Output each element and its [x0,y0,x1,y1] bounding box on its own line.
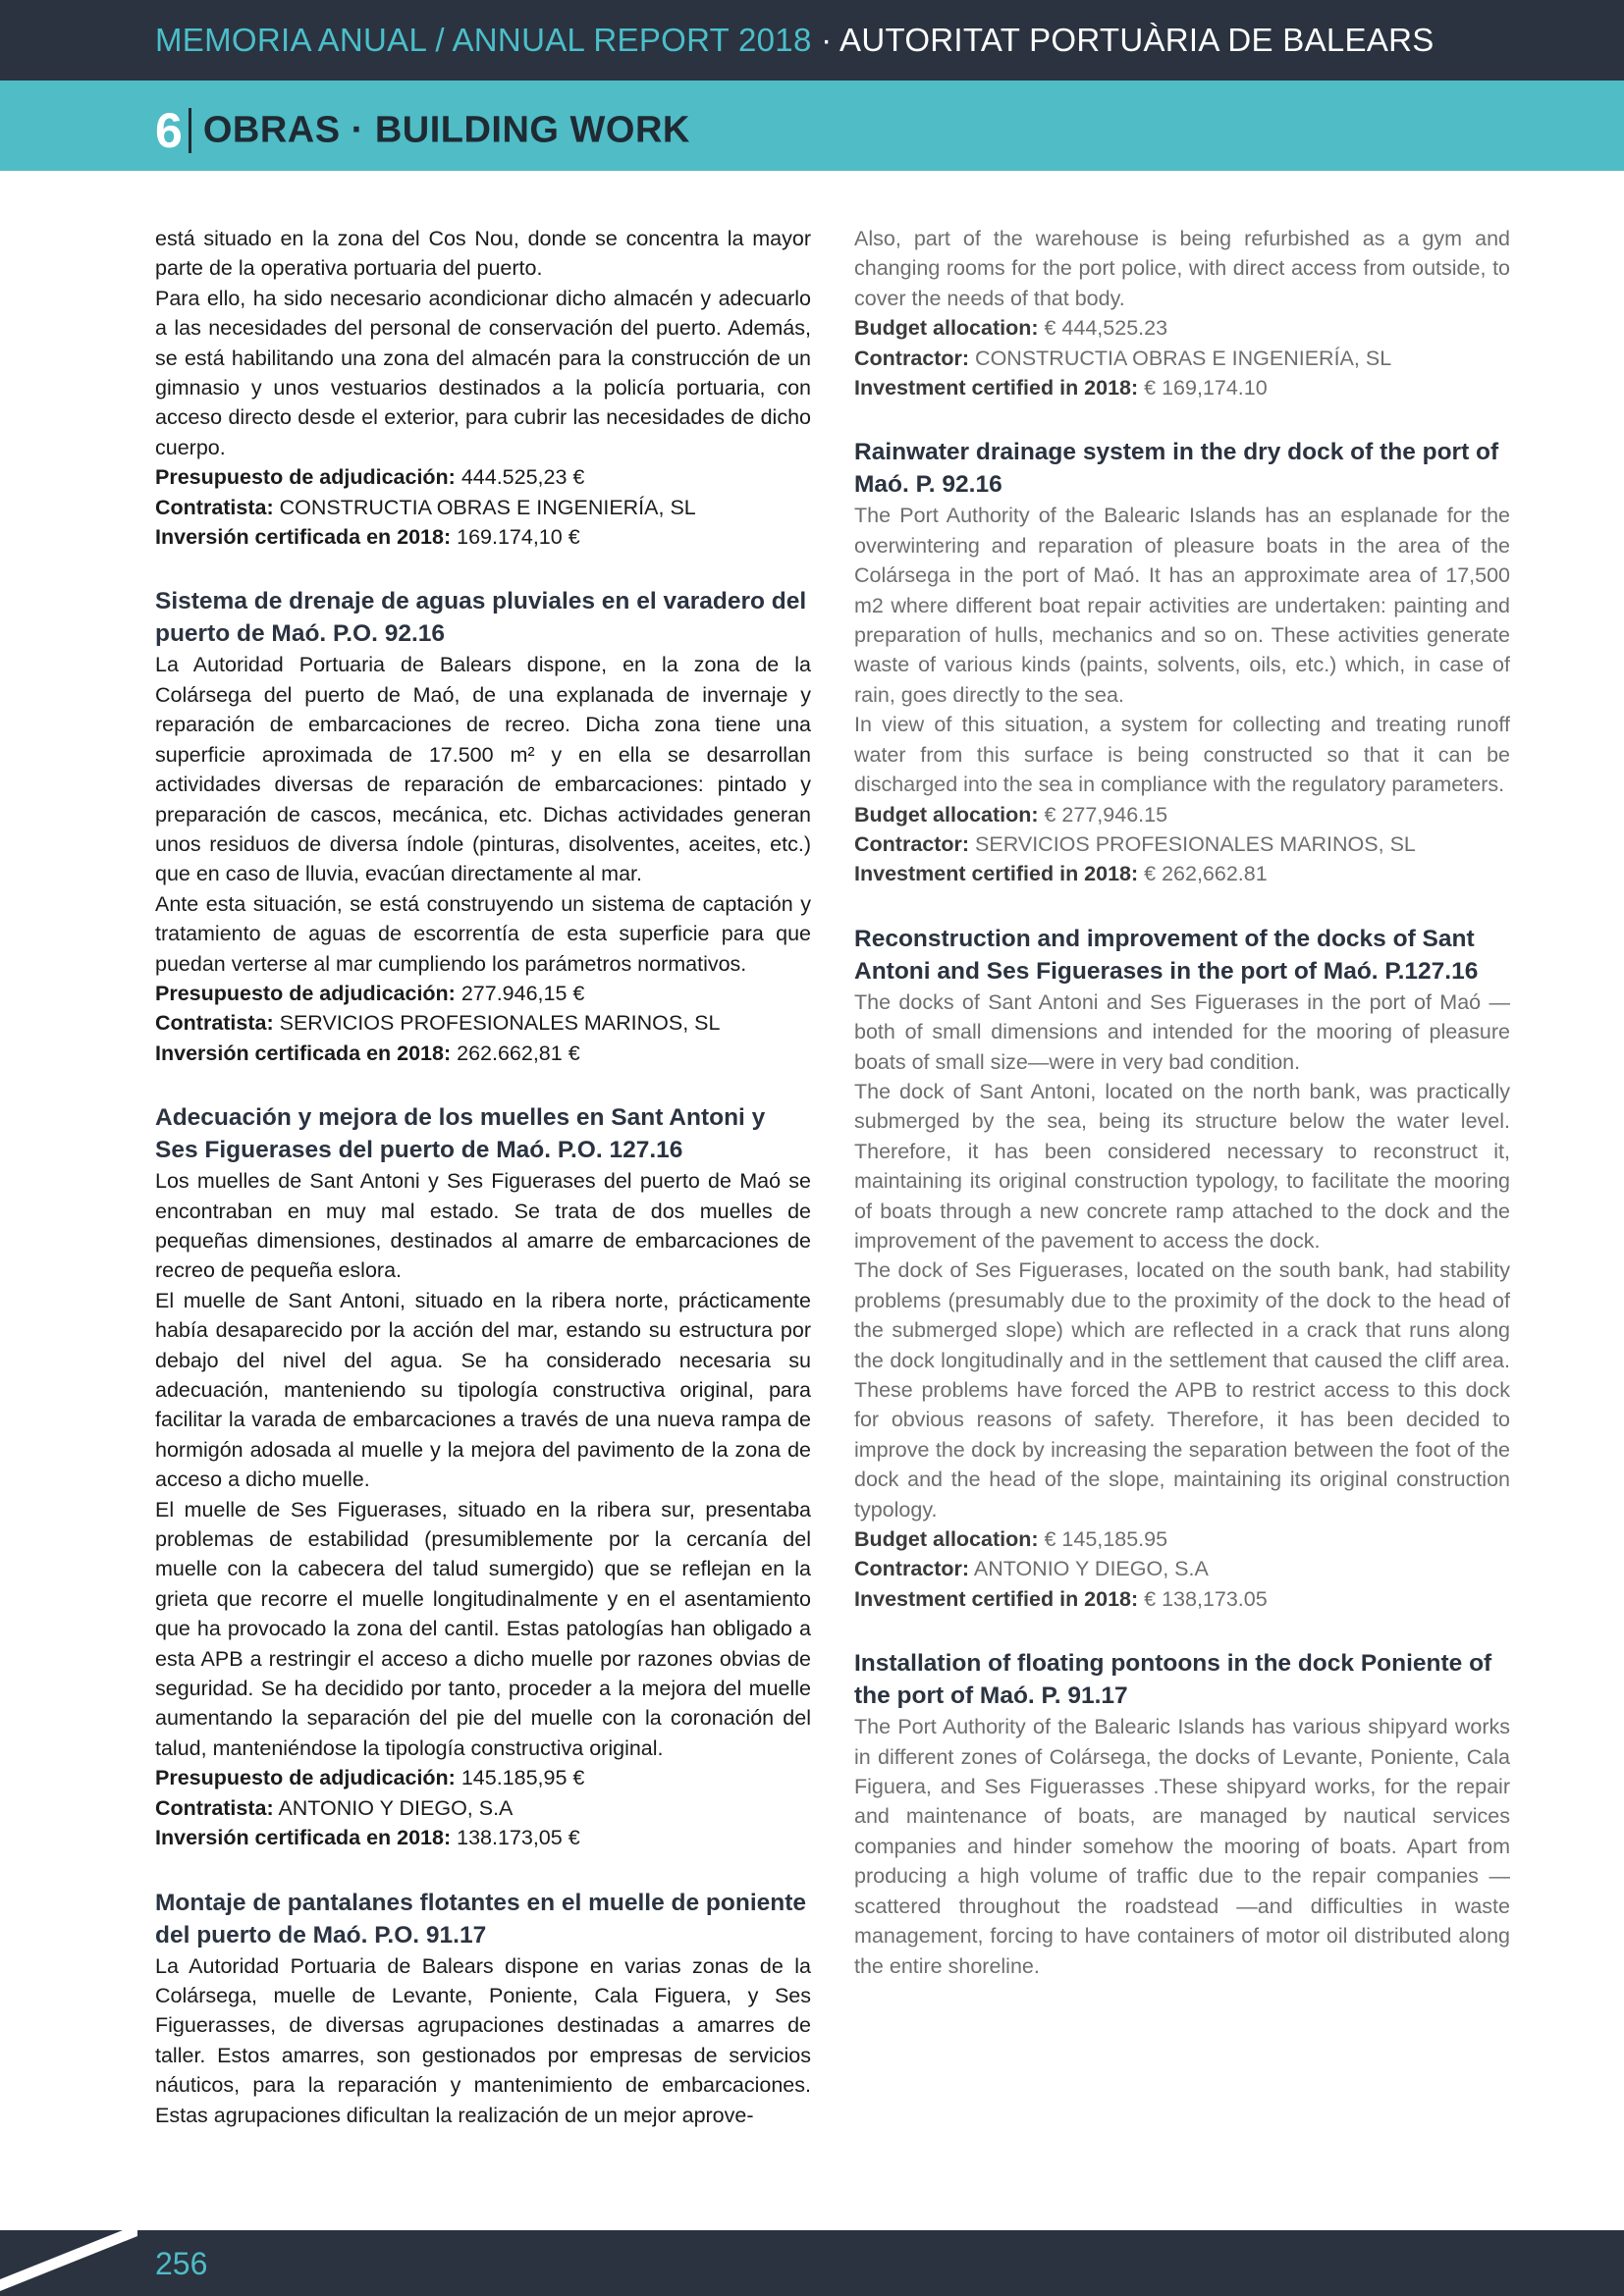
paragraph: The dock of Ses Figuerases, located on the south bank, had stability problems (presumably due to the proximity of the dock to the head of the submerged slope) which are reflected in a crack that runs along the dock longitudinally and in the settlement that caused the cliff area. These problems have forced the APB to restrict access to this dock for obvious reasons of safety. Therefore, it has been decided to improve the dock by increasing the separation between the foot of the dock and the head of the slope, maintaining its original construction typology. [854,1258,1510,1522]
paragraph: The docks of Sant Antoni and Ses Figuerases in the port of Maó —both of small dimensions and intended for the mooring of pleasure boats of small size—were in very bad condition. [854,989,1510,1074]
report-header-bar [0,0,1624,80]
paragraph: Para ello, ha sido necesario acondicionar dicho almacén y adecuarlo a las necesidades del personal de conservación del puerto. Además, se está habilitando una zona del almacén para la construcción de un gimnasio y unos vestuarios destinados a la policía portuaria, con acceso directo desde el exterior, para cubrir las necesidades de dicho cuerpo. [155,286,811,459]
budget-line [854,1584,1510,1614]
budget-value: € 145,185.95 [1038,1527,1168,1552]
budget-value: € 138,173.05 [1138,1586,1268,1611]
report-title: MEMORIA ANUAL / ANNUAL REPORT 2018 [155,22,812,58]
budget-label: Inversión certificada en 2018: [155,525,452,550]
budget-line [155,979,811,1008]
budget-value: 262.662,81 € [451,1041,580,1065]
budget-value: € 277,946.15 [1038,802,1168,827]
budget-value: 444.525,23 € [455,465,585,490]
article-heading: Installation of floating pontoons in the dock Poniente of the port of Maó. P. 91.17 [854,1650,1492,1710]
budget-value: € 262,662.81 [1138,862,1268,886]
english-text-column [854,224,1510,1981]
paragraph: La Autoridad Portuaria de Balears dispone, en la zona de la Colársega del puerto de Maó, de una explanada de invernaje y reparación de embarcaciones de recreo. Dicha zona tiene una superficie aproximada de 17.500 m² y en ella se desarrollan actividades diversas de reparación de embarcaciones: pintado y preparación de cascos, mecánica, etc. Dichas actividades generan unos residuos de diversa índole (pinturas, disolventes, aceites, etc.) que en caso de lluvia, evacúan directamente al mar. [155,653,811,886]
authority-name: · AUTORITAT PORTUÀRIA DE BALEARS [811,22,1435,58]
paragraph: The Port Authority of the Balearic Islands has an esplanade for the overwintering and reparation of pleasure boats in the area of the Colársega in the port of Maó. It has an approximate area of 17,500 m2 where different boat repair activities are undertaken: painting and preparation of hulls, mechanics and so on. These activities generate waste of various kinds (paints, solvents, oils, etc.) which, in case of rain, goes directly to the sea. [854,504,1510,707]
paragraph: está situado en la zona del Cos Nou, donde se concentra la mayor parte de la operativa portuaria del puerto. [155,227,811,281]
footer-stripe-decoration [0,2230,137,2296]
paragraph: Los muelles de Sant Antoni y Ses Figuerases del puerto de Maó se encontraban en muy mal estado. Se trata de dos muelles de pequeñas dimensiones, destinados al amarre de embarcaciones de recreo de pequeña eslora. [155,1169,811,1283]
paragraph: El muelle de Ses Figuerases, situado en la ribera sur, presentaba problemas de estabilidad (presumiblemente por la cercanía del muelle con la cabecera del talud sumergido) que se reflejan en la grieta que recorre el muelle longitudinalmente y en el asentamiento que ha provocado la zona del cantil. Estas patologías han obligado a esta APB a restringir el acceso a dicho muelle por razones obvias de seguridad. Se ha decidido por tanto, proceder a la mejora del muelle aumentando la separación del pie del muelle con la coronación del talud, manteniéndose la tipología constructiva original. [155,1497,811,1760]
budget-label: Inversión certificada en 2018: [155,1041,452,1065]
budget-label: Presupuesto de adjudicación: [155,981,456,1005]
page-number: 256 [155,2246,208,2281]
budget-line [854,344,1510,373]
page-footer [0,2230,1624,2296]
budget-label: Presupuesto de adjudicación: [155,1766,456,1790]
budget-value: € 444,525.23 [1038,316,1168,341]
section-header-bar [0,80,1624,171]
budget-label: Investment certified in 2018: [854,1586,1139,1611]
budget-value: 277.946,15 € [455,981,585,1005]
paragraph: Also, part of the warehouse is being refurbished as a gym and changing rooms for the port police, with direct access from outside, to cover the needs of that body. [854,227,1510,310]
article-heading: Sistema de drenaje de aguas pluviales en el varadero del puerto de Maó. P.O. 92.16 [155,588,807,648]
paragraph: The Port Authority of the Balearic Islands has various shipyard works in different zones of Colársega, the docks of Levante, Poniente, Cala Figuera, and Ses Figuerasses .These shipyard works, for the repair and maintenance of boats, are managed by nautical services companies and hinder somehow the mooring of boats. Apart from producing a high volume of traffic due to the repair companies —scattered throughout the roadstead —and difficulties in waste management, forcing to have containers of motor oil distributed along the entire shoreline. [854,1715,1510,1978]
budget-label: Contractor: [854,831,970,856]
paragraph: The dock of Sant Antoni, located on the north bank, was practically submerged by the sea, being its structure below the water level. Therefore, it has been considered necessary to reconstruct it, maintaining its original construction typology, to facilitate the mooring of boats through a new concrete ramp attached to the dock and the improvement of the pavement to access the dock. [854,1079,1510,1253]
budget-value: CONSTRUCTIA OBRAS E INGENIERÍA, SL [969,346,1392,370]
budget-value: 138.173,05 € [451,1826,580,1850]
budget-label: Contractor: [854,346,970,370]
budget-line [854,313,1510,343]
budget-value: € 169,174.10 [1138,376,1268,400]
budget-line [854,800,1510,829]
paragraph: In view of this situation, a system for collecting and treating runoff water from this surface is being constructed so that it can be discharged into the sea in compliance with the regulatory parameters. [854,713,1510,797]
budget-label: Presupuesto de adjudicación: [155,465,456,490]
budget-line [155,493,811,522]
budget-label: Investment certified in 2018: [854,376,1139,400]
paragraph: El muelle de Sant Antoni, situado en la ribera norte, prácticamente había desaparecido por la acción del mar, estando su estructura por debajo del nivel del agua. Se ha considerado necesaria su adecuación, manteniendo su tipología constructiva original, para facilitar la varada de embarcaciones a través de una nueva rampa de hormigón adosada al muelle y la mejora del pavimento de la zona de acceso a dicho muelle. [155,1288,811,1492]
budget-line [854,1554,1510,1583]
budget-label: Contratista: [155,1795,274,1820]
budget-value: CONSTRUCTIA OBRAS E INGENIERÍA, SL [273,495,696,519]
budget-value: 169.174,10 € [451,525,580,550]
section-number: 6 [155,103,183,158]
budget-value: ANTONIO Y DIEGO, S.A [273,1795,514,1820]
budget-value: ANTONIO Y DIEGO, S.A [969,1557,1209,1581]
budget-line [854,829,1510,859]
budget-line [854,1524,1510,1554]
section-title: OBRAS · BUILDING WORK [202,109,690,151]
budget-line [155,462,811,492]
budget-line [155,1793,811,1823]
budget-line [155,1823,811,1852]
budget-line [854,373,1510,402]
budget-label: Budget allocation: [854,1527,1039,1552]
budget-line [155,1763,811,1792]
budget-label: Investment certified in 2018: [854,862,1139,886]
paragraph: Ante esta situación, se está construyendo un sistema de captación y tratamiento de aguas de escorrentía de esta superficie para que puedan verterse al mar cumpliendo los parámetros normativos. [155,891,811,976]
budget-label: Contratista: [155,1011,274,1036]
article-heading: Reconstruction and improvement of the docks of Sant Antoni and Ses Figuerases in the port of Maó. P.127.16 [854,925,1479,985]
budget-line [155,1039,811,1068]
budget-line [155,1008,811,1038]
budget-value: SERVICIOS PROFESIONALES MARINOS, SL [969,831,1416,856]
budget-label: Budget allocation: [854,802,1039,827]
budget-label: Budget allocation: [854,316,1039,341]
section-divider [189,108,191,153]
paragraph: La Autoridad Portuaria de Balears dispone en varias zonas de la Colársega, muelle de Levante, Poniente, Cala Figuera, y Ses Figuerasses, de diversas agrupaciones destinadas a amarres de taller. Estos amarres, son gestionados por empresas de servicios náuticos, para la reparación y mantenimiento de embarcaciones. Estas agrupaciones dificultan la realización de un mejor aprove- [155,1953,811,2127]
budget-label: Contratista: [155,495,274,519]
spanish-text-column [155,224,811,2130]
budget-line [854,859,1510,888]
budget-value: 145.185,95 € [455,1766,585,1790]
article-heading: Montaje de pantalanes flotantes en el muelle de poniente del puerto de Maó. P.O. 91.17 [155,1889,806,1949]
budget-label: Inversión certificada en 2018: [155,1826,452,1850]
article-heading: Adecuación y mejora de los muelles en Sant Antoni y Ses Figuerases del puerto de Maó. P.O. 127.16 [155,1104,766,1164]
budget-line [155,522,811,552]
budget-value: SERVICIOS PROFESIONALES MARINOS, SL [273,1011,721,1036]
article-heading: Rainwater drainage system in the dry dock of the port of Maó. P. 92.16 [854,439,1499,499]
budget-label: Contractor: [854,1557,970,1581]
